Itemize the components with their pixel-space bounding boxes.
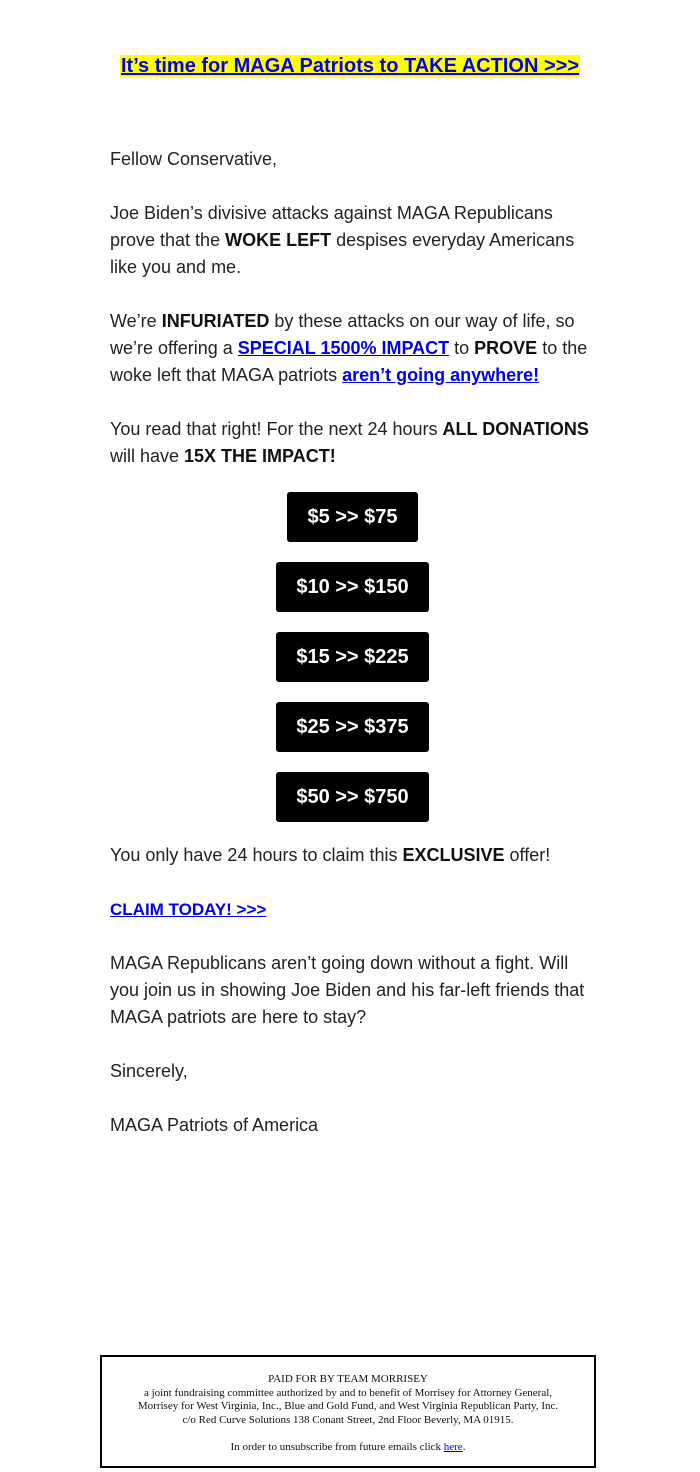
paragraph-offer bbox=[110, 308, 595, 389]
donate-15-button[interactable]: $15 >> $225 bbox=[276, 632, 428, 682]
text: to the woke left that MAGA patriots bbox=[110, 338, 588, 385]
text: offer! bbox=[504, 845, 551, 865]
donate-50-button[interactable]: $50 >> $750 bbox=[276, 772, 428, 822]
committee-line: Morrisey for West Virginia, Inc., Blue and Gold Fund, and West Virginia Republican Party, Inc. bbox=[137, 1400, 559, 1412]
text: We’re bbox=[110, 311, 162, 331]
committee-line: a joint fundraising committee authorized by and to benefit of Morrisey for Attorney General, bbox=[143, 1386, 553, 1399]
claim-today-link[interactable]: CLAIM TODAY! >>> bbox=[110, 900, 267, 919]
unsubscribe-text: In order to unsubscribe from future emails click bbox=[230, 1441, 444, 1453]
bold-text: 15X THE IMPACT! bbox=[184, 446, 336, 466]
text: Joe Biden’s divisive attacks against MAGA Republicans prove that the bbox=[110, 203, 553, 250]
bold-text: INFURIATED bbox=[161, 311, 270, 331]
address-line: c/o Red Curve Solutions 138 Conant Street, 2nd Floor Beverly, MA 01915. bbox=[182, 1413, 514, 1426]
unsubscribe-link[interactable]: here bbox=[443, 1441, 463, 1453]
text: by these attacks on our way of life, so we’re offering a bbox=[110, 311, 575, 358]
text: will have bbox=[110, 446, 185, 466]
bold-text: PROVE bbox=[474, 338, 538, 358]
special-impact-link[interactable]: SPECIAL 1500% IMPACT bbox=[237, 338, 450, 358]
signoff: Sincerely, bbox=[110, 1061, 188, 1081]
donation-buttons bbox=[110, 492, 595, 822]
paragraph-exclusive bbox=[110, 842, 595, 869]
claim-paragraph bbox=[110, 896, 595, 923]
bold-text: WOKE LEFT bbox=[225, 230, 332, 250]
header bbox=[0, 52, 700, 80]
email-content bbox=[110, 146, 595, 1166]
paragraph-impact bbox=[110, 416, 595, 470]
unsubscribe-line bbox=[102, 1441, 594, 1455]
donate-25-button[interactable]: $25 >> $375 bbox=[276, 702, 428, 752]
take-action-link[interactable]: It’s time for MAGA Patriots to TAKE ACTION >>> bbox=[120, 55, 579, 77]
disclaimer-box bbox=[100, 1355, 596, 1468]
donate-10-button[interactable]: $10 >> $150 bbox=[276, 562, 428, 612]
text: You only have 24 hours to claim this bbox=[110, 845, 403, 865]
paid-for-line: PAID FOR BY TEAM MORRISEY bbox=[268, 1373, 428, 1385]
signature: MAGA Patriots of America bbox=[110, 1115, 319, 1135]
bold-text: ALL DONATIONS bbox=[442, 419, 589, 439]
greeting: Fellow Conservative, bbox=[110, 149, 278, 169]
not-going-anywhere-link[interactable]: aren’t going anywhere! bbox=[342, 365, 540, 385]
text: despises everyday Americans like you and me. bbox=[110, 230, 575, 277]
paragraph-fight: MAGA Republicans aren’t going down without a fight. Will you join us in showing Joe Biden and his far-left friends that MAGA patriots are here to stay? bbox=[110, 953, 585, 1027]
period: . bbox=[462, 1441, 466, 1453]
text: You read that right! For the next 24 hours bbox=[110, 419, 443, 439]
bold-text: EXCLUSIVE bbox=[402, 845, 505, 865]
donate-5-button[interactable]: $5 >> $75 bbox=[287, 492, 417, 542]
paragraph-attacks bbox=[110, 200, 595, 281]
text: to bbox=[449, 338, 475, 358]
